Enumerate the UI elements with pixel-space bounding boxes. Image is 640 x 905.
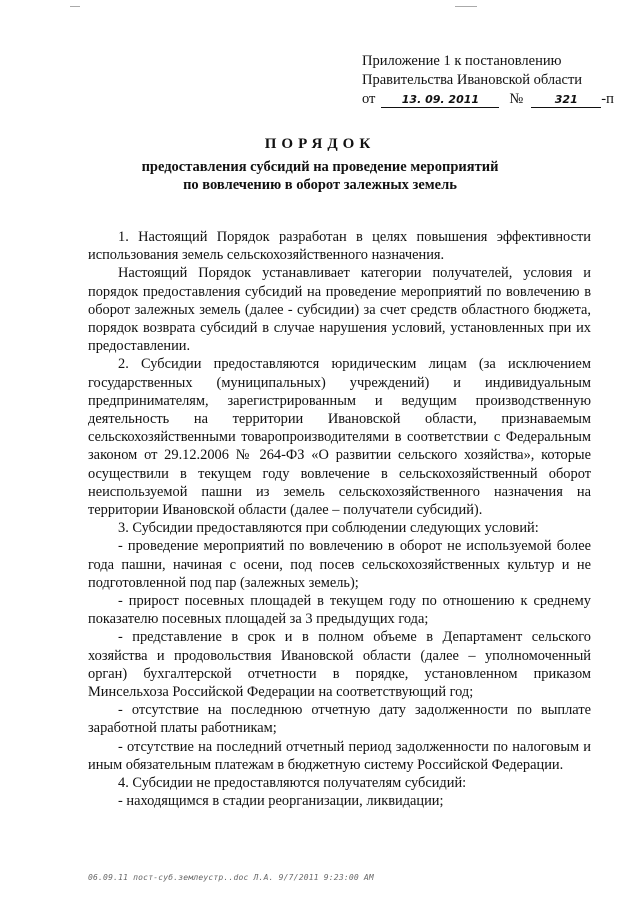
handwritten-number: 321 xyxy=(531,92,601,108)
paragraph: Настоящий Порядок устанавливает категории получателей, условия и порядок предоставления субсидий на проведение мероприятий по вовлечению в оборот залежных земель (далее - субсидии) за счет средств областного бюджета, порядок возврата субсидий в случае нарушения условий, установленных при их предоставлении. xyxy=(88,265,591,355)
number-suffix: -п xyxy=(601,91,614,107)
paragraph: - отсутствие на последний отчетный период задолженности по налоговым и иным обязательным платежам в бюджетную систему Российской Федерации. xyxy=(88,738,591,773)
paragraph: 3. Субсидии предоставляются при соблюдении следующих условий: xyxy=(118,520,539,537)
paragraph: - прирост посевных площадей в текущем году по отношению к среднему показателю посевных площадей за 3 предыдущих года; xyxy=(88,593,591,628)
appendix-line-2: Правительства Ивановской области xyxy=(362,72,583,88)
file-footer: 06.09.11 пост-суб.землеустр..doc Л.А. 9/7/2011 9:23:00 AM xyxy=(88,873,374,882)
paragraph: 2. Субсидии предоставляются юридическим лицам (за исключением государственных (муниципальных) учреждений) и индивидуальным предпринимателям, зарегистрированным и ведущим производственную деятельность на территории Ивановской области, признаваемым сельскохозяйственными товаропроизводителями в соответствии с Федеральным законом от 29.12.2006 № 264-ФЗ «О развитии сельского хозяйства», которые осуществили в текущем году вовлечение в сельскохозяйственный оборот неиспользуемой пашни из земель сельскохозяйственного назначения на территории Ивановской области (далее – получатели субсидий). xyxy=(88,356,591,519)
paragraph: 4. Субсидии не предоставляются получателям субсидий: xyxy=(118,775,467,792)
scan-speck xyxy=(70,6,80,7)
document-subtitle-line-2: по вовлечению в оборот залежных земель xyxy=(183,177,457,193)
appendix-line-1: Приложение 1 к постановлению xyxy=(362,53,562,69)
appendix-date-line xyxy=(362,90,614,109)
number-prefix: № xyxy=(509,91,524,107)
handwritten-date: 13. 09. 2011 xyxy=(381,92,499,108)
document-body xyxy=(88,228,591,811)
appendix-header xyxy=(362,52,614,109)
paragraph: 1. Настоящий Порядок разработан в целях повышения эффективности использования земель сельскохозяйственного назначения. xyxy=(88,229,591,264)
paragraph: - представление в срок и в полном объеме в Департамент сельского хозяйства и продовольствия Ивановской области (далее – уполномоченный орган) бухгалтерской отчетности в порядке, установленном приказом Минсельхоза Российской Федерации на соответствующий год; xyxy=(88,629,591,701)
date-prefix: от xyxy=(362,91,376,107)
paragraph: - отсутствие на последнюю отчетную дату задолженности по выплате заработной платы работникам; xyxy=(88,702,591,737)
document-title: ПОРЯДОК xyxy=(264,136,376,152)
scan-speck xyxy=(455,6,477,7)
document-subtitle-line-1: предоставления субсидий на проведение мероприятий xyxy=(141,159,499,175)
paragraph: - проведение мероприятий по вовлечению в оборот не используемой более года пашни, начиная с осени, под посев сельскохозяйственных культур и не подготовленной под пар (залежных земель); xyxy=(88,538,591,591)
paragraph: - находящимся в стадии реорганизации, ликвидации; xyxy=(118,793,444,810)
